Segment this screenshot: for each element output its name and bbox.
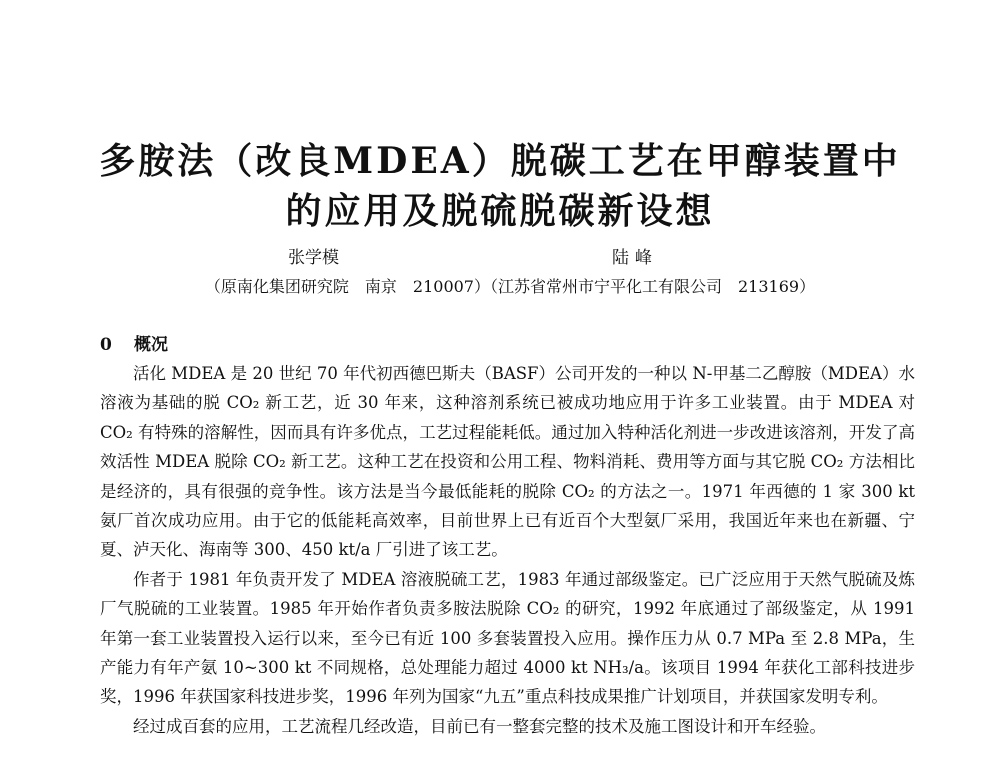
paragraph-3: 经过成百套的应用，工艺流程几经改造，目前已有一整套完整的技术及施工图设计和开车经验。 <box>133 716 826 736</box>
author-affiliations: （原南化集团研究院 南京 210007）（江苏省常州市宁平化工有限公司 213169） <box>204 277 816 296</box>
section-number: 0 <box>100 335 112 355</box>
author-name-1: 张学模 <box>288 248 339 268</box>
paragraph-2: 作者于 1981 年负责开发了 MDEA 溶液脱硫工艺，1983 年通过部级鉴定。已广泛应用于天然气脱硫及炼厂气脱硫的工业装置。1985 年开始作者负责多胺法脱除 CO₂ 的研究，1992 年底通过了部级鉴定，从 1991 年第一套工业装置投入运行以来，至今已有近 100 多套装置投入应用。操作压力从 0.7 MPa 至 2.8 MPa，生产能力有年产氨 10~300 kt 不同规格，总处理能力超过 4000 kt NH₃/a。该项目 1994 年获化工部科技进步奖，1996 年获国家科技进步奖，1996 年列为国家“九五”重点科技成果推广计划项目，并获国家发明专利。 <box>100 569 915 707</box>
section-heading <box>100 333 168 357</box>
paper-title-line-1: 多胺法（改良MDEA）脱碳工艺在甲醇装置中 <box>99 140 901 182</box>
paragraph-1: 活化 MDEA 是 20 世纪 70 年代初西德巴斯夫（BASF）公司开发的一种以 N-甲基二乙醇胺（MDEA）水溶液为基础的脱 CO₂ 新工艺，近 30 年来，这种溶剂系统已被成功地应用于许多工业装置。由于 MDEA 对 CO₂ 有特殊的溶解性，因而具有许多优点，工艺过程能耗低。通过加入特种活化剂进一步改进该溶剂，开发了高效活性 MDEA 脱除 CO₂ 新工艺。这种工艺在投资和公用工程、物料消耗、费用等方面与其它脱 CO₂ 方法相比是经济的，具有很强的竞争性。该方法是当今最低能耗的脱除 CO₂ 的方法之一。1971 年西德的 1 家 300 kt 氨厂首次成功应用。由于它的低能耗高效率，目前世界上已有近百个大型氨厂采用，我国近年来也在新疆、宁夏、泸天化、海南等 300、450 kt/a 厂引进了该工艺。 <box>100 364 915 560</box>
section-title: 概况 <box>134 335 168 355</box>
paper-title-line-2: 的应用及脱硫脱碳新设想 <box>285 190 715 232</box>
author-name-2: 陆峰 <box>612 248 658 268</box>
body-text <box>100 359 915 741</box>
